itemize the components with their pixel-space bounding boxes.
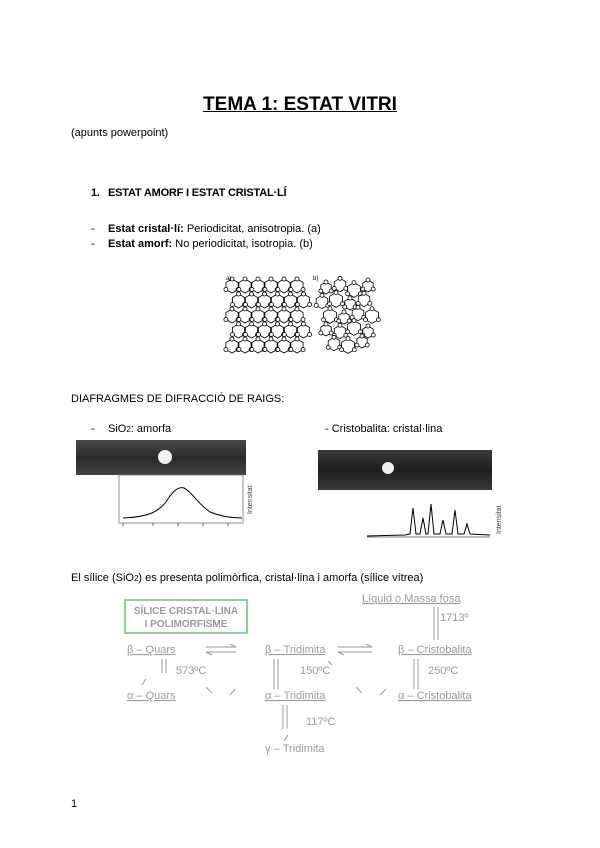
subtitle: (apunts powerpoint): [71, 127, 169, 139]
bullet-amorphous: - Estat amorf: No periodicitat, isotropia. (b): [91, 238, 313, 250]
structure-figure: [218, 270, 388, 362]
bullet-text: Periodicitat, anisotropia. (a): [183, 223, 321, 235]
diagram-title-line1: SÍLICE CRISTAL·LINA: [133, 606, 239, 617]
liquid-phase: Líquid o Massa fosa: [362, 593, 461, 605]
diffraction-pattern-amorphous: [118, 474, 258, 536]
diffraction-label-cristobalite: - Cristobalita: cristal·lina: [325, 423, 443, 435]
y-axis-label: Intensitat: [247, 485, 254, 514]
silica-paragraph: El sílice (SiO2) es presenta polimòrfica, cristal·lina i amorfa (sílice vítrea): [71, 572, 424, 584]
diagram-title-line2: I POLIMORFISME: [144, 619, 228, 630]
gamma-tridymite: γ – Tridimita: [265, 743, 325, 755]
bullet-crystalline: - Estat cristal·lí: Periodicitat, anisotropia. (a): [91, 223, 321, 235]
alpha-tridymite: α – Tridimita: [265, 690, 326, 702]
temp-117: 117ºC: [306, 716, 336, 728]
page-title: TEMA 1: ESTAT VITRI: [203, 94, 397, 115]
polymorphism-diagram: [118, 585, 488, 760]
diffraction-film-amorphous: [76, 440, 246, 475]
diffraction-label-amorphous: - SiO2: amorfa: [91, 423, 172, 435]
beam-spot: [158, 450, 172, 464]
amorphous-network: [314, 276, 380, 353]
temp-1713: 1713º: [440, 612, 469, 624]
alpha-quartz: α – Quars: [127, 690, 176, 702]
beta-cristobalite: β – Cristobalita: [398, 644, 472, 656]
bullet-text: No periodicitat, isotropia. (b): [172, 238, 313, 250]
bullet-term: Estat amorf:: [108, 238, 173, 250]
section-number: 1.: [91, 187, 100, 199]
section-title: ESTAT AMORF I ESTAT CRISTAL·LÍ: [108, 187, 287, 199]
temp-573: 573ºC: [176, 665, 207, 677]
beta-tridymite: β – Tridimita: [265, 644, 326, 656]
y-axis-label: Intensitat: [496, 505, 503, 534]
temp-150: 150ºC: [300, 665, 331, 677]
temp-250: 250ºC: [428, 665, 459, 677]
bullet-term: Estat cristal·lí:: [108, 223, 184, 235]
figure-label-a: a): [226, 276, 232, 282]
diffraction-film-cristobalite: [318, 450, 492, 490]
diffraction-pattern-cristobalite: [365, 490, 505, 542]
crystalline-network: [224, 277, 312, 353]
page-number: 1: [71, 798, 78, 810]
figure-label-b: b): [313, 276, 319, 282]
beta-quartz: β – Quars: [127, 644, 176, 656]
beam-spot: [382, 462, 394, 474]
diffraction-heading: DIAFRAGMES DE DIFRACCIÓ DE RAIGS:: [71, 393, 285, 405]
section-heading: [91, 187, 286, 199]
alpha-cristobalite: α – Cristobalita: [398, 690, 472, 702]
